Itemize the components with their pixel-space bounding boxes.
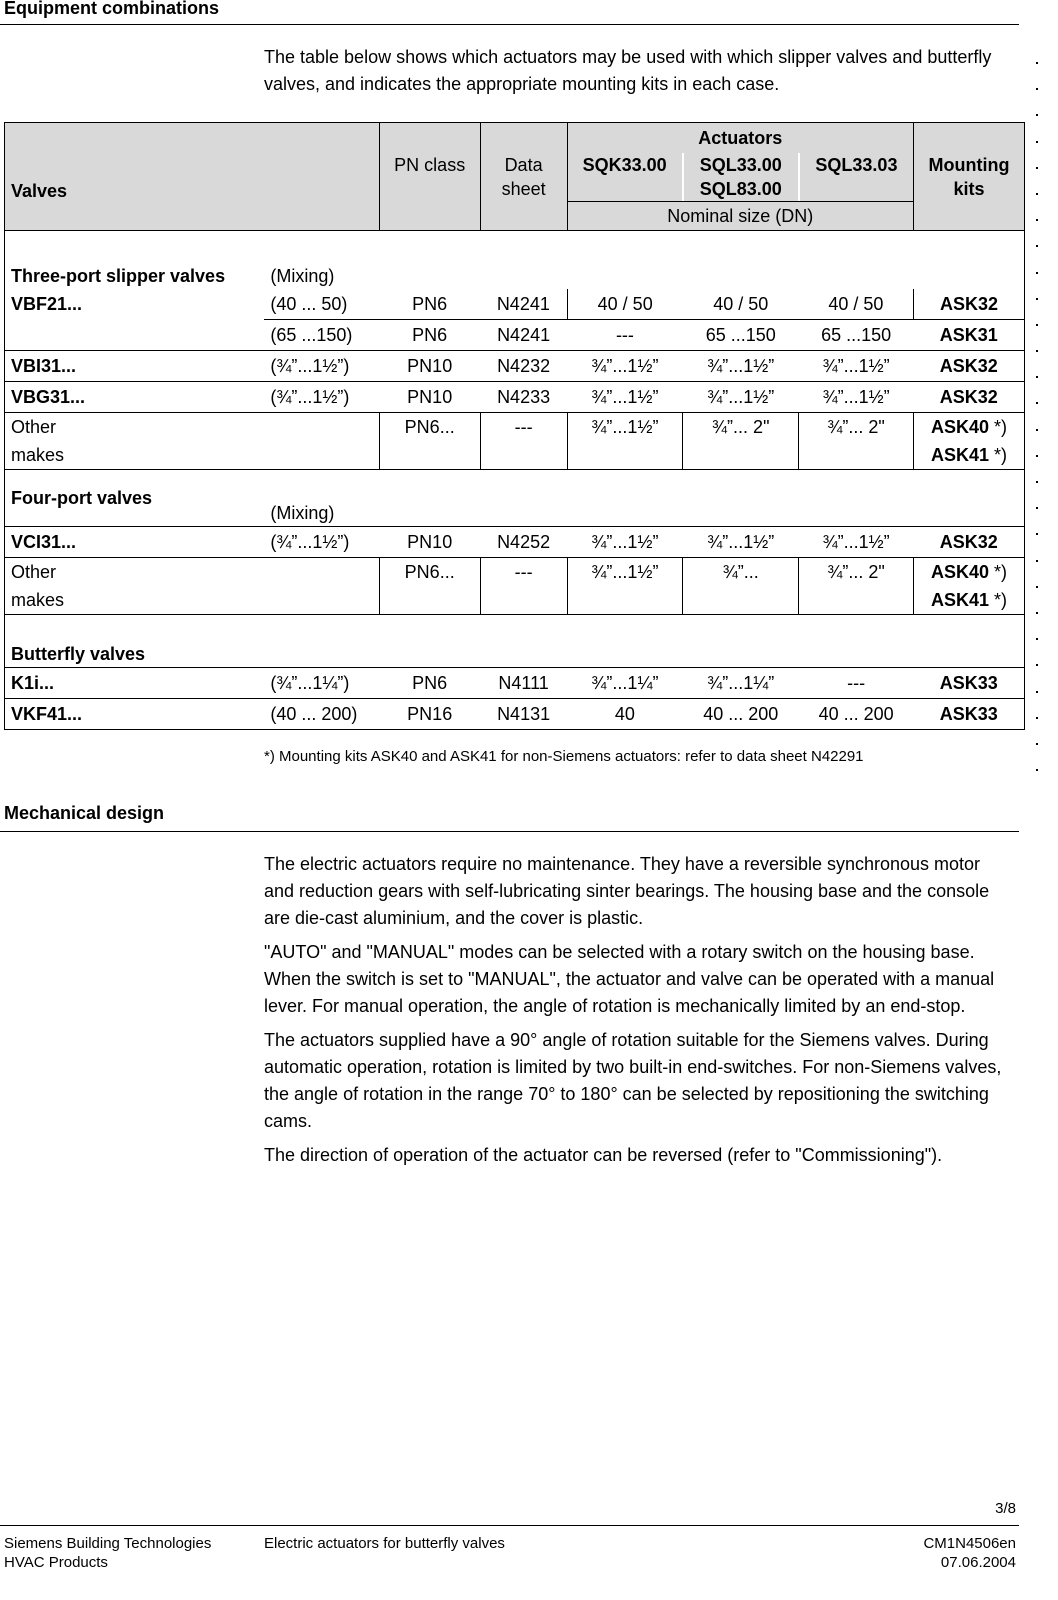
other-label: Other — [11, 417, 57, 437]
group-four-port-note: (Mixing) — [264, 470, 1024, 527]
section-rule — [0, 24, 1019, 25]
range-cell: (65 ...150) — [264, 320, 379, 351]
kit-cell: ASK33 — [914, 668, 1025, 699]
size-cell: 40 ... 200 — [799, 699, 914, 730]
kit-cell: ASK32 — [914, 382, 1025, 413]
sheet-cell: N4131 — [480, 699, 567, 730]
range-cell: (¾”...1½”) — [264, 382, 379, 413]
table-row — [5, 413, 1025, 470]
section-title-mechanical: Mechanical design — [4, 803, 165, 823]
size-cell: ¾”...1½” — [567, 527, 683, 558]
actuator-sql3303: SQL33.03 — [815, 155, 898, 175]
size-cell: --- — [799, 668, 914, 699]
range-cell: (40 ... 200) — [264, 699, 379, 730]
sheet-cell: N4241 — [480, 320, 567, 351]
sheet-cell: N4252 — [480, 527, 567, 558]
sheet-cell: N4232 — [480, 351, 567, 382]
group-four-port: Four-port valves — [5, 470, 265, 527]
table-footnote: *) Mounting kits ASK40 and ASK41 for non-Siemens actuators: refer to data sheet N42291 — [264, 748, 864, 765]
range-empty — [264, 558, 379, 615]
pn-cell: PN6 — [379, 289, 480, 320]
kit-cell-multi — [914, 558, 1025, 615]
actuator-types — [568, 153, 914, 201]
paragraph: The electric actuators require no maintenance. They have a reversible synchronous motor and reduction gears with self-lubricating sinter bearings. The housing base and the console are die-cast aluminium, and the cover is plastic. — [264, 854, 990, 928]
range-cell: (¾”...1½”) — [264, 527, 379, 558]
size-cell: ¾”...1¼” — [567, 668, 683, 699]
header-pn-class: PN class — [379, 123, 480, 231]
size-cell: ¾”... 2" — [683, 413, 799, 470]
size-cell: ¾”...1¼” — [683, 668, 799, 699]
size-cell: ¾”...1½” — [799, 527, 914, 558]
size-cell: 40 — [567, 699, 683, 730]
paragraph: The actuators supplied have a 90° angle of rotation suitable for the Siemens valves. During automatic operation, rotation is limited by two built-in end-switches. For non-Siemens valves, the angle of rotation in the range 70° to 180° can be selected by repositioning the switching cams. — [264, 1030, 1002, 1131]
size-cell: ¾”...1½” — [683, 527, 799, 558]
equipment-table — [4, 122, 1025, 730]
actuator-sql33-sql83 — [684, 153, 800, 201]
paragraph: "AUTO" and "MANUAL" modes can be selected with a rotary switch on the housing base. When the switch is set to "MANUAL", the actuator and valve can be operated with a manual lever. For manual operation, the angle of rotation is mechanically limited by an end-stop. — [264, 942, 995, 1016]
size-cell: --- — [567, 320, 683, 351]
size-cell: ¾”...1½” — [567, 382, 683, 413]
table-row — [5, 558, 1025, 615]
footer-rule — [0, 1525, 1019, 1526]
valve-k1i: K1i... — [5, 668, 265, 699]
size-cell: ¾”... — [683, 558, 799, 615]
sheet-cell: --- — [480, 413, 567, 470]
size-cell: 40 ... 200 — [683, 699, 799, 730]
header-nominal-size: Nominal size (DN) — [567, 202, 914, 231]
range-cell: (¾”...1½”) — [264, 351, 379, 382]
table-row — [5, 699, 1025, 730]
size-cell: 40 / 50 — [799, 289, 914, 320]
actuators-label: Actuators — [698, 128, 783, 148]
valve-vkf41: VKF41... — [5, 699, 265, 730]
margin-dots — [1034, 50, 1042, 783]
table-row — [5, 289, 1025, 320]
valve-vbf21: VBF21... — [5, 289, 265, 320]
header-data-sheet: Data sheet — [480, 123, 567, 231]
sheet-cell: N4241 — [480, 289, 567, 320]
table-row — [5, 668, 1025, 699]
size-cell: ¾”...1½” — [567, 413, 683, 470]
doc-date: 07.06.2004 — [940, 1554, 1016, 1571]
kit-cell: ASK33 — [914, 699, 1025, 730]
size-cell: ¾”... 2" — [799, 413, 914, 470]
group-row-four-port — [5, 470, 1025, 527]
range-cell: (¾”...1¼”) — [264, 668, 379, 699]
makes-label: makes — [11, 445, 65, 465]
kit-ask40: ASK40 — [931, 417, 990, 437]
size-cell: 65 ...150 — [683, 320, 799, 351]
group-three-port: Three-port slipper valves — [5, 231, 265, 290]
valve-empty — [5, 320, 265, 351]
kit-cell: ASK32 — [914, 289, 1025, 320]
size-cell: 40 / 50 — [567, 289, 683, 320]
range-empty — [264, 413, 379, 470]
size-cell: ¾”...1½” — [567, 558, 683, 615]
section-title-equipment: Equipment combinations — [4, 0, 220, 18]
kit-cell-multi — [914, 413, 1025, 470]
kit-ask41: ASK41 — [931, 445, 990, 465]
kit-footnote-mark: *) — [989, 417, 1008, 437]
page-number: 3/8 — [995, 1500, 1016, 1517]
paragraph: The direction of operation of the actuator can be reversed (refer to "Commissioning"). — [264, 1145, 943, 1165]
pn-cell: PN6 — [379, 320, 480, 351]
pn-cell: PN16 — [379, 699, 480, 730]
actuator-sql33: SQL33.00 — [699, 155, 782, 175]
pn-cell: PN10 — [379, 527, 480, 558]
footer-company — [4, 1534, 211, 1572]
valve-other-makes — [5, 558, 265, 615]
actuator-sql83: SQL83.00 — [699, 179, 782, 199]
size-cell: ¾”...1½” — [799, 351, 914, 382]
other-label: Other — [11, 562, 57, 582]
pn-cell: PN6 — [379, 668, 480, 699]
kit-footnote-mark: *) — [989, 445, 1008, 465]
kit-cell: ASK32 — [914, 351, 1025, 382]
table-row — [5, 351, 1025, 382]
kit-ask40: ASK40 — [931, 562, 990, 582]
header-blank — [264, 123, 379, 231]
footer-doc-title: Electric actuators for butterfly valves — [264, 1535, 505, 1552]
section-rule — [0, 831, 1019, 832]
sheet-cell: N4233 — [480, 382, 567, 413]
group-butterfly-note — [264, 615, 1024, 668]
pn-cell: PN6... — [379, 413, 480, 470]
pn-cell: PN6... — [379, 558, 480, 615]
group-row-three-port — [5, 231, 1025, 290]
header-valves: Valves — [5, 123, 265, 231]
doc-id: CM1N4506en — [923, 1535, 1016, 1552]
size-cell: ¾”...1½” — [567, 351, 683, 382]
valve-vbg31: VBG31... — [5, 382, 265, 413]
range-cell: (40 ... 50) — [264, 289, 379, 320]
table-row — [5, 527, 1025, 558]
size-cell: 40 / 50 — [683, 289, 799, 320]
size-cell: ¾”...1½” — [683, 351, 799, 382]
size-cell: ¾”...1½” — [683, 382, 799, 413]
kit-footnote-mark: *) — [989, 590, 1008, 610]
group-butterfly: Butterfly valves — [5, 615, 265, 668]
kit-cell: ASK32 — [914, 527, 1025, 558]
intro-paragraph — [264, 44, 1014, 105]
valve-other-makes — [5, 413, 265, 470]
valve-vci31: VCI31... — [5, 527, 265, 558]
group-three-port-note: (Mixing) — [264, 231, 1024, 290]
valve-vbi31: VBI31... — [5, 351, 265, 382]
size-cell: ¾”...1½” — [799, 382, 914, 413]
sheet-cell: N4111 — [480, 668, 567, 699]
table-row — [5, 320, 1025, 351]
division-name: HVAC Products — [4, 1554, 108, 1571]
makes-label: makes — [11, 590, 65, 610]
pn-cell: PN10 — [379, 382, 480, 413]
table-row — [5, 382, 1025, 413]
size-cell: 65 ...150 — [799, 320, 914, 351]
mechanical-paragraphs — [264, 851, 1014, 1176]
size-cell: ¾”... 2" — [799, 558, 914, 615]
group-row-butterfly — [5, 615, 1025, 668]
header-row-1 — [5, 123, 1025, 202]
pn-cell: PN10 — [379, 351, 480, 382]
kit-cell: ASK31 — [914, 320, 1025, 351]
kit-ask41: ASK41 — [931, 590, 990, 610]
company-name: Siemens Building Technologies — [4, 1535, 212, 1552]
header-mounting-kits: Mounting kits — [914, 123, 1025, 231]
footer-doc-info — [923, 1534, 1016, 1572]
intro-text: The table below shows which actuators may be used with which slipper valves and butterfly valves, and indicates the appropriate mounting kits in each case. — [264, 47, 992, 94]
header-actuators — [567, 123, 914, 202]
actuator-sqk33: SQK33.00 — [568, 153, 684, 201]
kit-footnote-mark: *) — [989, 562, 1008, 582]
sheet-cell: --- — [480, 558, 567, 615]
